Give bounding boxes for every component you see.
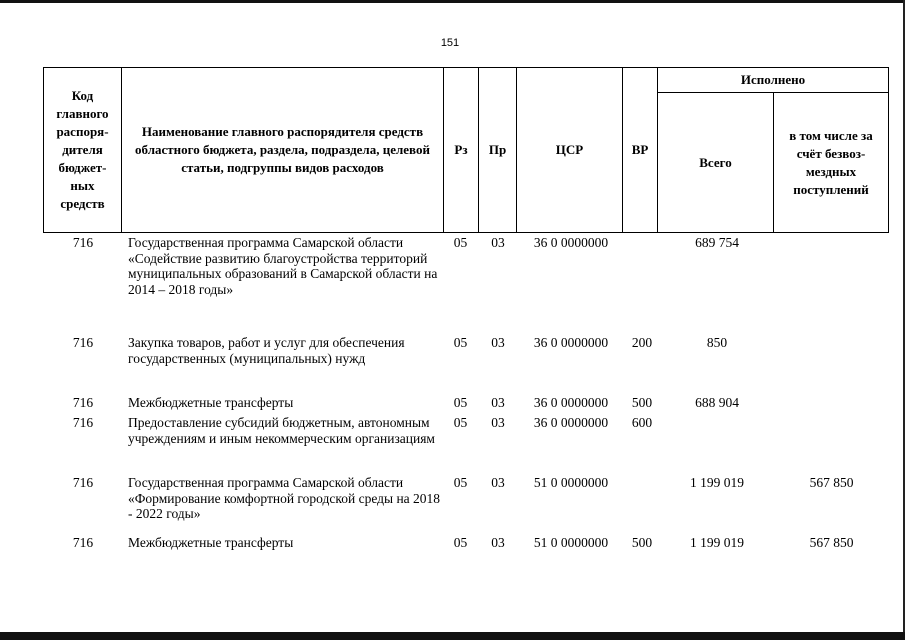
cell-vr: 200 bbox=[631, 335, 653, 350]
cell-rz: 05 bbox=[453, 475, 468, 490]
cell-gratuitous: 567 850 bbox=[809, 475, 854, 490]
cell-pr: 03 bbox=[491, 475, 505, 490]
header-name: Наименование главного распорядителя средств областного бюджета, раздела, подраздела, целевой статьи, подгруппы видов расходов bbox=[122, 68, 444, 233]
cell-name: Межбюджетные трансферты bbox=[128, 395, 294, 410]
cell-rz: 05 bbox=[453, 335, 468, 350]
cell-name: Государственная программа Самарской области «Формирование комфортной городской среды на 2018 - 2022 годы» bbox=[128, 475, 441, 521]
cell-vr: 500 bbox=[631, 395, 653, 410]
cell-csr: 51 0 0000000 bbox=[533, 535, 609, 550]
cell-name: Закупка товаров, работ и услуг для обеспечения государственных (муниципальных) нужд bbox=[128, 335, 405, 366]
cell-name: Государственная программа Самарской области «Содействие развитию благоустройства территорий муниципальных образований в Самарской области на 2014 – 2018 годы» bbox=[128, 235, 438, 297]
scan-edge-top bbox=[0, 0, 905, 3]
page-number: 151 bbox=[440, 37, 460, 49]
cell-rz: 05 bbox=[453, 235, 468, 250]
cell-name: Межбюджетные трансферты bbox=[128, 535, 294, 550]
cell-vr: 600 bbox=[631, 415, 653, 430]
header-total: Всего bbox=[658, 93, 774, 233]
cell-pr: 03 bbox=[491, 395, 505, 410]
cell-code: 716 bbox=[72, 395, 94, 410]
header-executed: Исполнено bbox=[658, 68, 889, 93]
cell-total: 850 bbox=[706, 335, 728, 350]
cell-total: 1 199 019 bbox=[690, 535, 744, 550]
cell-code: 716 bbox=[72, 335, 94, 350]
cell-total: 1 199 019 bbox=[690, 475, 744, 490]
cell-pr: 03 bbox=[491, 335, 505, 350]
cell-name: Предоставление субсидий бюджетным, автономным учреждениям и иным некоммерческим организациям bbox=[128, 415, 435, 446]
cell-vr: 500 bbox=[631, 535, 653, 550]
cell-pr: 03 bbox=[491, 415, 505, 430]
cell-rz: 05 bbox=[453, 395, 468, 410]
cell-csr: 36 0 0000000 bbox=[533, 395, 609, 410]
cell-pr: 03 bbox=[491, 235, 505, 250]
header-gratuitous: в том числе за счёт безвоз-мездных поступлений bbox=[774, 93, 889, 233]
cell-code: 716 bbox=[72, 235, 94, 250]
cell-code: 716 bbox=[72, 415, 94, 430]
cell-csr: 51 0 0000000 bbox=[533, 475, 609, 490]
cell-csr: 36 0 0000000 bbox=[533, 415, 609, 430]
header-csr: ЦСР bbox=[517, 68, 623, 233]
header-vr: ВР bbox=[623, 68, 658, 233]
cell-total: 688 904 bbox=[695, 395, 739, 410]
cell-csr: 36 0 0000000 bbox=[533, 335, 609, 350]
cell-gratuitous: 567 850 bbox=[809, 535, 854, 550]
header-rz: Рз bbox=[444, 68, 479, 233]
header-code: Код главного распоря-дителя бюджет-ных средств bbox=[44, 68, 122, 233]
scan-edge-bottom bbox=[0, 632, 905, 640]
cell-code: 716 bbox=[72, 535, 94, 550]
cell-pr: 03 bbox=[491, 535, 505, 550]
cell-rz: 05 bbox=[453, 415, 468, 430]
cell-total: 689 754 bbox=[695, 235, 739, 250]
cell-code: 716 bbox=[72, 475, 94, 490]
table-header bbox=[43, 67, 889, 233]
cell-rz: 05 bbox=[453, 535, 468, 550]
header-pr: Пр bbox=[479, 68, 517, 233]
cell-csr: 36 0 0000000 bbox=[533, 235, 609, 250]
